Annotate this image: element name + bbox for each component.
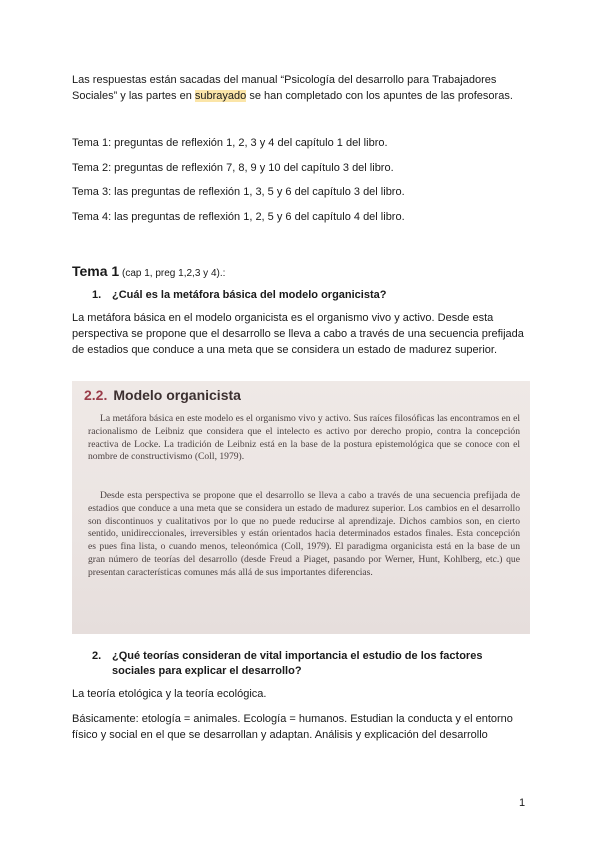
question-2-text: ¿Qué teorías consideran de vital importancia el estudio de los factores sociales para explicar el desarrollo? xyxy=(112,650,483,677)
page-number: 1 xyxy=(519,797,526,809)
answer-1: La metáfora básica en el modelo organicista es el organismo vivo y activo. Desde esta perspectiva se propone que el desarrollo se lleva a cabo a través de una secuencia prefijada de estadios que conduce a una meta que se considera un estado de madurez superior. xyxy=(72,312,524,356)
section-title: Tema 1 xyxy=(72,263,120,279)
tema-line-1: Tema 1: preguntas de reflexión 1, 2, 3 y 4 del capítulo 1 del libro. xyxy=(72,137,388,149)
answer-2b: Básicamente: etología = animales. Ecología = humanos. Estudian la conducta y el entorno físico y social en el que se desarrollan y adaptan. Análisis y explicación del desarrollo xyxy=(72,713,513,741)
book-excerpt-image xyxy=(72,381,530,634)
excerpt-section-title: Modelo organicista xyxy=(113,387,241,403)
tema-line-4: Tema 4: las preguntas de reflexión 1, 2, 5 y 6 del capítulo 4 del libro. xyxy=(72,211,405,223)
tema-line-3: Tema 3: las preguntas de reflexión 1, 3, 5 y 6 del capítulo 3 del libro. xyxy=(72,186,405,198)
intro-text: Las respuestas están sacadas del manual “Psicología del desarrollo para Trabajadores Sociales” y las partes en xyxy=(72,74,497,102)
question-1-number: 1. xyxy=(92,289,102,301)
question-2 xyxy=(92,649,512,679)
section-subtitle: (cap 1, preg 1,2,3 y 4).: xyxy=(119,268,226,279)
excerpt-paragraph-2: Desde esta perspectiva se propone que el desarrollo se lleva a cabo a través de una secuencia prefijada de estadios que conduce a una meta que se considera un estado de madurez superior. Los cambios en el desarrollo son discontinuos y cualitativos por lo que no puede reducirse al aprendizaje. Dichos cambios son, en cierto sentido, unidireccionales, irreversibles y están orientados hacia determinados estados finales. Esta concepción es pues fina lista, o cuando menos, teleonómica (Coll, 1979). El paradigma organicista está en la base de un gran número de teorías del desarrollo (desde Freud a Piaget, pasando por Werner, Hunt, Kohlberg, etc.) que presentan características comunes más allá de sus importantes diferencias. xyxy=(88,490,520,578)
intro-text-end: se han completado con los apuntes de las profesoras. xyxy=(246,90,513,102)
tema-line-2: Tema 2: preguntas de reflexión 7, 8, 9 y 10 del capítulo 3 del libro. xyxy=(72,162,394,174)
intro-paragraph xyxy=(72,72,532,104)
highlighted-word: subrayado xyxy=(194,90,247,102)
question-1-text: ¿Cuál es la metáfora básica del modelo organicista? xyxy=(112,289,387,301)
section-heading xyxy=(72,263,225,279)
answer-2a: La teoría etológica y la teoría ecológica. xyxy=(72,688,267,700)
excerpt-paragraph-1: La metáfora básica en este modelo es el organismo vivo y activo. Sus raíces filosóficas las encontramos en el racionalismo de Leibniz que considera que el intelecto es activo por derecho propio, contra la concepción reactiva de Locke. La tradición de Leibniz está en la base de la postura epistemológica que se conoce con el nombre de constructivismo (Coll, 1979). xyxy=(88,413,520,463)
question-1 xyxy=(92,288,512,303)
excerpt-section-number: 2.2. xyxy=(84,387,108,403)
excerpt-heading xyxy=(84,387,241,403)
question-2-number: 2. xyxy=(92,650,102,662)
